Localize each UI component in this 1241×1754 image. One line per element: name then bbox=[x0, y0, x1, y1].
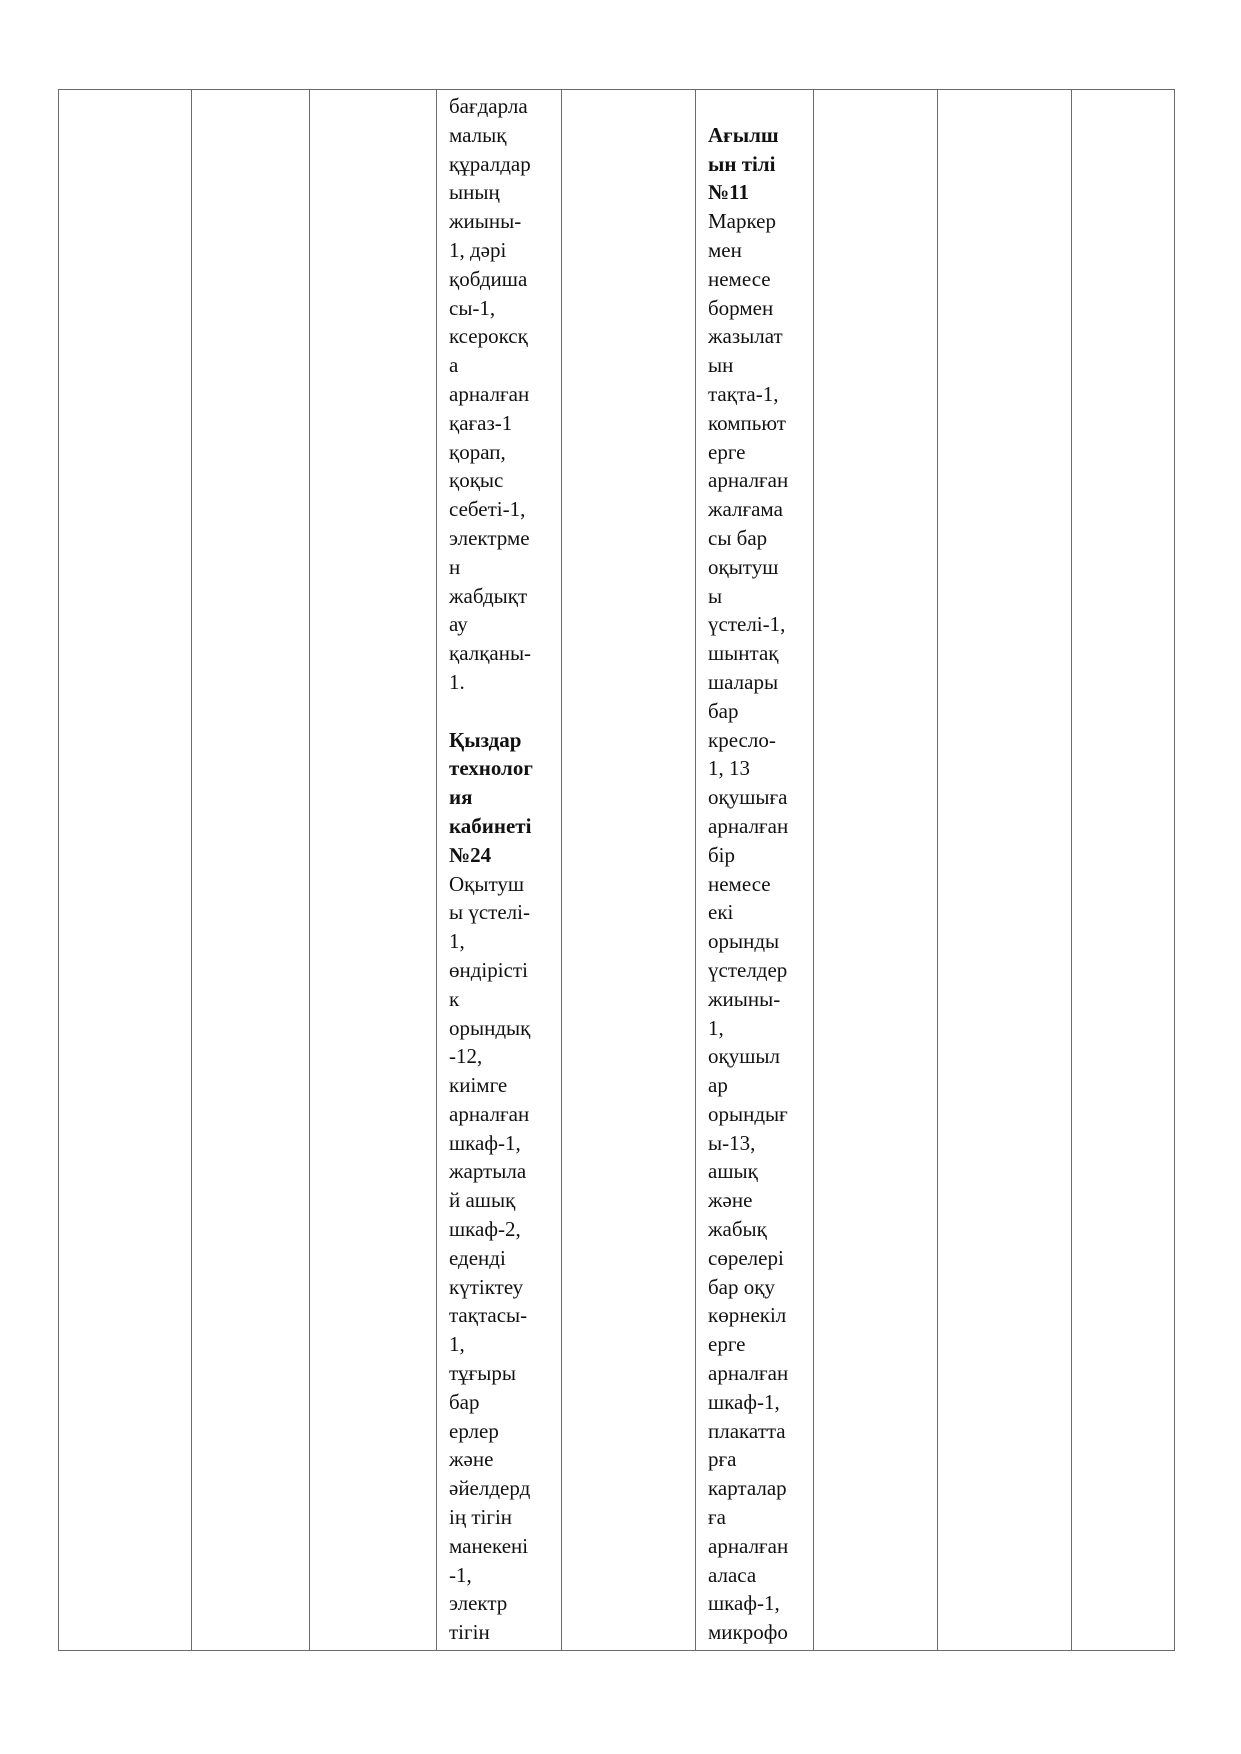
text-line: жабық bbox=[708, 1217, 767, 1242]
text-line: ының bbox=[449, 180, 500, 205]
table-row bbox=[59, 90, 1175, 1651]
text-line: оқушыға bbox=[708, 785, 788, 810]
text-line: арналған bbox=[708, 1361, 789, 1386]
text-line: көрнекіл bbox=[708, 1303, 787, 1328]
text-line: сөрелері bbox=[708, 1245, 784, 1270]
table-cell-col6 bbox=[696, 90, 814, 1651]
text-line: жиыны- bbox=[708, 986, 781, 1011]
text-line: малық bbox=[449, 122, 507, 147]
text-line: шкаф-1, bbox=[449, 1130, 521, 1155]
text-line: бар оқу bbox=[708, 1274, 775, 1299]
text-line: мен bbox=[708, 237, 742, 262]
text-line: 1, bbox=[449, 1332, 465, 1357]
section-heading-line: кабинеті bbox=[449, 813, 532, 838]
text-line: ы-13, bbox=[708, 1130, 756, 1155]
table-cell-col8 bbox=[938, 90, 1072, 1651]
text-line: сы-1, bbox=[449, 295, 496, 320]
text-line: к bbox=[449, 986, 460, 1011]
text-line: ын bbox=[708, 353, 734, 378]
text-line: электрме bbox=[449, 525, 530, 550]
text-line: үстелдер bbox=[708, 957, 788, 982]
text-line: ар bbox=[708, 1073, 728, 1098]
cell-text-col6 bbox=[696, 90, 813, 1647]
text-line: екі bbox=[708, 900, 734, 925]
text-line: арналған bbox=[449, 381, 530, 406]
table-cell-col7 bbox=[814, 90, 938, 1651]
table-cell-col5 bbox=[562, 90, 696, 1651]
cell-text-col4 bbox=[437, 90, 561, 1647]
text-line: ің тігін bbox=[449, 1505, 513, 1530]
text-line: а bbox=[449, 353, 459, 378]
text-line: орындығ bbox=[708, 1101, 788, 1126]
text-line: бар bbox=[708, 698, 739, 723]
section-heading-line: технолог bbox=[449, 756, 533, 781]
text-line: қобдиша bbox=[449, 266, 528, 291]
text-line: оқытуш bbox=[708, 554, 779, 579]
section-heading-line: Қыздар bbox=[449, 727, 522, 752]
text-line: жалғама bbox=[708, 497, 783, 522]
text-line: ерге bbox=[708, 1332, 746, 1357]
text-line: орындық bbox=[449, 1015, 531, 1040]
text-line: 1, bbox=[449, 929, 465, 954]
text-line: қалқаны- bbox=[449, 641, 532, 666]
text-line: Маркер bbox=[708, 209, 776, 234]
text-line: қағаз-1 bbox=[449, 410, 513, 435]
text-line: арналған bbox=[708, 1533, 789, 1558]
text-line: н bbox=[449, 554, 461, 579]
text-line: Оқытуш bbox=[449, 871, 525, 896]
table-cell-col2 bbox=[192, 90, 310, 1651]
table-cell-col9 bbox=[1072, 90, 1175, 1651]
text-line: арналған bbox=[708, 813, 789, 838]
text-line: әйелдерд bbox=[449, 1476, 531, 1501]
equipment-table bbox=[58, 89, 1175, 1651]
table-cell-col3 bbox=[310, 90, 437, 1651]
text-line: рға bbox=[708, 1447, 737, 1472]
text-line: электр bbox=[449, 1591, 508, 1616]
paragraph-gap bbox=[449, 697, 561, 726]
text-line: оқушыл bbox=[708, 1044, 780, 1069]
text-line: еденді bbox=[449, 1245, 506, 1270]
text-line: ау bbox=[449, 612, 468, 637]
text-line: -12, bbox=[449, 1044, 483, 1069]
text-line: өндірісті bbox=[449, 957, 528, 982]
text-line: ерге bbox=[708, 439, 746, 464]
text-line: орынды bbox=[708, 929, 780, 954]
text-line: құралдар bbox=[449, 151, 531, 176]
text-line: қорап, bbox=[449, 439, 506, 464]
text-line: шкаф-1, bbox=[708, 1389, 780, 1414]
text-line: үстелі-1, bbox=[708, 612, 786, 637]
text-line: микрофо bbox=[708, 1620, 788, 1645]
text-line: күтіктеу bbox=[449, 1274, 524, 1299]
text-line: ға bbox=[708, 1505, 726, 1530]
text-line: бар bbox=[449, 1389, 480, 1414]
text-line: шкаф-2, bbox=[449, 1217, 521, 1242]
text-line: және bbox=[449, 1447, 494, 1472]
section-heading-line: Ағылш bbox=[708, 122, 779, 147]
text-line: немесе bbox=[708, 871, 771, 896]
text-line: 1, дәрі bbox=[449, 237, 507, 262]
text-line: арналған bbox=[708, 468, 789, 493]
text-line: немесе bbox=[708, 266, 771, 291]
text-line: тұғыры bbox=[449, 1361, 517, 1386]
text-line: қоқыс bbox=[449, 468, 504, 493]
paragraph-gap bbox=[708, 92, 813, 121]
text-line: арналған bbox=[449, 1101, 530, 1126]
text-line: ы bbox=[708, 583, 723, 608]
text-line: жиыны- bbox=[449, 209, 522, 234]
text-line: -1, bbox=[449, 1562, 472, 1587]
table-cell-col1 bbox=[59, 90, 192, 1651]
text-line: және bbox=[708, 1188, 753, 1213]
text-line: жазылат bbox=[708, 324, 783, 349]
section-heading-line: ия bbox=[449, 785, 473, 810]
table-cell-col4 bbox=[437, 90, 562, 1651]
text-line: ашық bbox=[708, 1159, 758, 1184]
text-line: себеті-1, bbox=[449, 497, 526, 522]
text-line: ы үстелі- bbox=[449, 900, 530, 925]
text-line: бір bbox=[708, 842, 736, 867]
section-heading-line: №11 bbox=[708, 180, 749, 205]
text-line: бағдарла bbox=[449, 94, 528, 118]
text-line: манекені bbox=[449, 1533, 529, 1558]
text-line: тақтасы- bbox=[449, 1303, 528, 1328]
text-line: шалары bbox=[708, 669, 779, 694]
text-line: ксероксқ bbox=[449, 324, 528, 349]
section-heading-line: №24 bbox=[449, 842, 492, 867]
text-line: жартыла bbox=[449, 1159, 527, 1184]
text-line: аласа bbox=[708, 1562, 757, 1587]
text-line: ерлер bbox=[449, 1418, 499, 1443]
text-line: тақта-1, bbox=[708, 381, 779, 406]
text-line: й ашық bbox=[449, 1188, 516, 1213]
text-line: кресло- bbox=[708, 727, 776, 752]
text-line: киімге bbox=[449, 1073, 508, 1098]
text-line: компьют bbox=[708, 410, 786, 435]
text-line: 1, bbox=[708, 1015, 724, 1040]
text-line: бормен bbox=[708, 295, 774, 320]
text-line: шкаф-1, bbox=[708, 1591, 780, 1616]
text-line: тігін bbox=[449, 1620, 490, 1645]
text-line: карталар bbox=[708, 1476, 787, 1501]
text-line: жабдықт bbox=[449, 583, 528, 608]
text-line: сы бар bbox=[708, 525, 768, 550]
text-line: 1, 13 bbox=[708, 756, 750, 781]
text-line: 1. bbox=[449, 669, 465, 694]
section-heading-line: ын тілі bbox=[708, 151, 776, 176]
text-line: плакатта bbox=[708, 1418, 786, 1443]
text-line: шынтақ bbox=[708, 641, 779, 666]
